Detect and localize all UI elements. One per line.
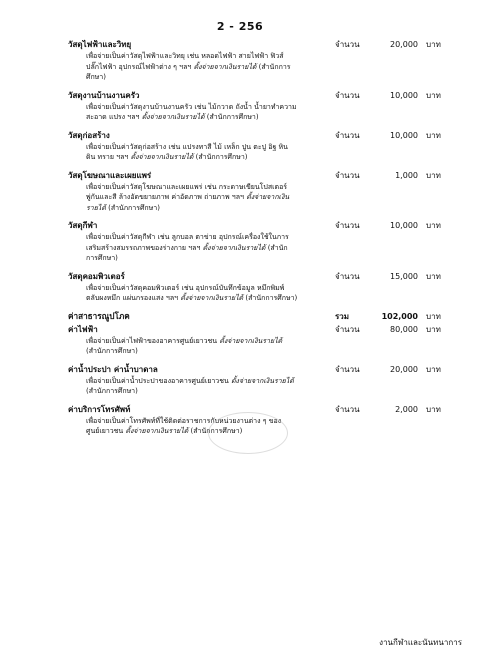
item-description <box>68 376 298 397</box>
budget-item <box>68 169 460 214</box>
description-text: เพื่อจ่ายเป็นค่าน้ำประปาของอาคารศูนย์เยาวชน <box>86 376 229 385</box>
currency-unit: บาท <box>426 130 441 140</box>
description-text: เพื่อจ่ายเป็นค่าโทรศัพท์ที่ใช้ติดต่อราชการกับหน่วยงานต่าง ๆ ของศูนย์เยาวชน <box>86 416 282 435</box>
item-description <box>68 283 298 304</box>
amount: 80,000 <box>390 324 418 334</box>
currency-unit: บาท <box>426 170 441 180</box>
budget-item <box>68 270 460 304</box>
budget-item <box>68 89 460 123</box>
currency-unit: บาท <box>426 404 441 414</box>
item-title: ค่าไฟฟ้า <box>68 324 98 334</box>
amount: 10,000 <box>390 90 418 100</box>
quantity-label: จำนวน <box>335 130 360 140</box>
description-text: เพื่อจ่ายเป็นค่าไฟฟ้าของอาคารศูนย์เยาวชน <box>86 336 218 345</box>
amount: 20,000 <box>390 364 418 374</box>
office-name: (สำนักการศึกษา) <box>195 153 248 161</box>
funding-source: ตั้งจ่ายจากเงินรายได้ <box>219 336 283 345</box>
item-description <box>68 182 298 214</box>
item-description <box>68 336 298 357</box>
office-name: (สำนักการศึกษา) <box>245 294 298 302</box>
quantity-label: จำนวน <box>335 324 360 334</box>
budget-item <box>68 219 460 264</box>
office-name: (สำนักการศึกษา) <box>86 387 138 395</box>
item-title: ค่าบริการโทรศัพท์ <box>68 404 131 414</box>
currency-unit: บาท <box>426 324 441 334</box>
office-name: (สำนักการศึกษา) <box>108 203 160 212</box>
amount: 15,000 <box>390 271 418 281</box>
item-title: วัสดุโฆษณาและเผยแพร่ <box>68 170 152 180</box>
quantity-label: จำนวน <box>335 170 360 180</box>
funding-source: ตั้งจ่ายจากเงินรายได้ <box>202 243 266 252</box>
description-text: เพื่อจ่ายเป็นค่าวัสดุกีฬา เช่น ลูกบอล ตาข่าย อุปกรณ์เครื่องใช้ในการเสริมสร้างสมรรถภาพของร่างกาย ฯลฯ <box>86 233 289 252</box>
item-description <box>68 232 298 264</box>
funding-source: ตั้งจ่ายจากเงินรายได้ <box>231 376 294 385</box>
description-text: เพื่อจ่ายเป็นค่าวัสดุโฆษณาและเผยแพร่ เช่น กระดาษเขียนโปสเตอร์ พู่กันและสี ล้างอัดขยายภาพ ค่าอัดภาพ ถ่ายภาพ ฯลฯ <box>86 182 288 201</box>
item-description <box>68 142 298 163</box>
budget-item <box>68 38 460 83</box>
budget-item <box>68 129 460 163</box>
funding-source: ตั้งจ่ายจากเงินรายได้ <box>130 153 194 161</box>
item-title: วัสดุไฟฟ้าและวิทยุ <box>68 40 132 49</box>
description-text: เพื่อจ่ายเป็นค่าวัสดุก่อสร้าง เช่น แปรงทาสี ไม้ เหล็ก ปูน ตะปู อิฐ หิน ดิน ทราย ฯลฯ <box>86 142 288 161</box>
item-title: วัสดุคอมพิวเตอร์ <box>68 271 125 281</box>
office-name: (สำนักการศึกษา) <box>86 62 291 81</box>
funding-source: ตั้งจ่ายจากเงินรายได้ <box>193 62 257 71</box>
item-description <box>68 51 298 83</box>
funding-source: ตั้งจ่ายจากเงินรายได้ <box>141 113 205 121</box>
amount: 10,000 <box>390 221 418 230</box>
amount: 1,000 <box>395 170 418 180</box>
quantity-label: จำนวน <box>335 271 360 281</box>
office-name: (สำนักการศึกษา) <box>86 243 288 262</box>
currency-unit: บาท <box>426 221 441 230</box>
currency-unit: บาท <box>426 40 441 49</box>
item-description <box>68 102 298 123</box>
office-name: (สำนักการศึกษา) <box>190 427 243 435</box>
budget-total-row <box>68 310 460 323</box>
funding-source: ตั้งจ่ายจากเงินรายได้ <box>180 294 244 302</box>
item-title: วัสดุกีฬา <box>68 221 98 230</box>
funding-source: ตั้งจ่ายจากเงินรายได้ <box>86 193 290 212</box>
quantity-label: จำนวน <box>335 404 360 414</box>
currency-unit: บาท <box>426 311 441 321</box>
official-stamp <box>208 412 288 454</box>
quantity-label: จำนวน <box>335 40 360 49</box>
total-label: รวม <box>335 311 350 321</box>
currency-unit: บาท <box>426 364 441 374</box>
budget-item <box>68 363 460 397</box>
amount: 10,000 <box>390 130 418 140</box>
amount: 2,000 <box>395 404 418 414</box>
quantity-label: จำนวน <box>335 364 360 374</box>
description-text: เพื่อจ่ายเป็นค่าวัสดุงานบ้านงานครัว เช่น ไม้กวาด ถังน้ำ น้ำยาทำความสะอาด แปรง ฯลฯ <box>86 102 297 121</box>
currency-unit: บาท <box>426 90 441 100</box>
item-title: วัสดุงานบ้านงานครัว <box>68 90 140 100</box>
currency-unit: บาท <box>426 271 441 281</box>
budget-item <box>68 323 460 357</box>
description-text: เพื่อจ่ายเป็นค่าวัสดุไฟฟ้าและวิทยุ เช่น หลอดไฟฟ้า สายไฟฟ้า ฟิวส์ ปลั๊กไฟฟ้า อุปกรณ์ไฟฟ้าต่าง ๆ ฯลฯ <box>86 52 284 71</box>
quantity-label: จำนวน <box>335 90 360 100</box>
amount: 20,000 <box>390 40 418 49</box>
total-amount: 102,000 <box>381 311 418 321</box>
item-title: ค่าสาธารณูปโภค <box>68 310 130 321</box>
office-name: (สำนักการศึกษา) <box>206 113 259 121</box>
description-text: เพื่อจ่ายเป็นค่าวัสดุคอมพิวเตอร์ เช่น อุปกรณ์บันทึกข้อมูล หมึกพิมพ์ ตลับผงหมึก แผ่นกรองแสง ฯลฯ <box>86 283 285 302</box>
item-title: วัสดุก่อสร้าง <box>68 130 110 140</box>
office-name: (สำนักการศึกษา) <box>86 347 138 355</box>
funding-source: ตั้งจ่ายจากเงินรายได้ <box>125 427 189 435</box>
budget-items <box>68 38 460 443</box>
item-title: ค่าน้ำประปา ค่าน้ำบาดาล <box>68 364 158 374</box>
page-number: 2 - 256 <box>216 20 264 33</box>
quantity-label: จำนวน <box>335 221 360 230</box>
page-footer: งานกีฬาและนันทนาการ <box>379 638 462 647</box>
